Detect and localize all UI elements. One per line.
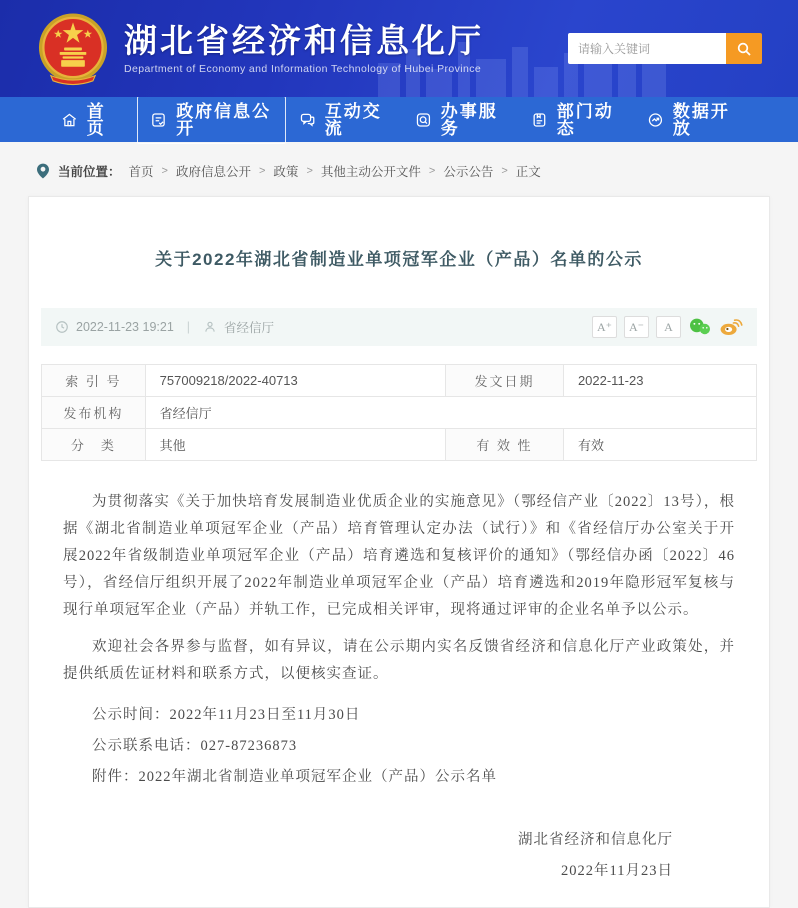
national-emblem-logo bbox=[36, 10, 110, 88]
breadcrumb-prefix: 当前位置： bbox=[58, 165, 121, 179]
index-number-label: 索 引 号 bbox=[42, 365, 146, 397]
publicity-period-line: 公示时间：2022年11月23日至11月30日 bbox=[92, 707, 361, 723]
search-icon bbox=[736, 41, 752, 57]
site-title: 湖北省经济和信息化厅 bbox=[124, 21, 484, 59]
signature-block bbox=[63, 825, 735, 887]
search-input[interactable] bbox=[568, 33, 726, 64]
breadcrumb-gov-info[interactable]: 政府信息公开 bbox=[175, 165, 251, 179]
font-size-decrease-button[interactable]: A⁻ bbox=[624, 316, 649, 338]
breadcrumb-current: 正文 bbox=[515, 165, 541, 179]
bulletin-icon bbox=[531, 110, 548, 130]
nav-item-interaction[interactable]: 互动交流 bbox=[286, 96, 402, 144]
breadcrumb-other-docs[interactable]: 其他主动公开文件 bbox=[320, 165, 421, 179]
breadcrumb-policy[interactable]: 政策 bbox=[273, 165, 299, 179]
index-number-value: 757009218/2022-40713 bbox=[145, 365, 445, 397]
article-body bbox=[41, 461, 757, 887]
font-size-increase-button[interactable]: A⁺ bbox=[592, 316, 617, 338]
validity-label: 有 效 性 bbox=[445, 429, 563, 461]
article-card bbox=[28, 196, 770, 908]
category-label: 分 类 bbox=[42, 429, 146, 461]
site-header bbox=[0, 0, 798, 97]
service-search-icon bbox=[415, 110, 432, 130]
contact-phone-line: 公示联系电话：027-87236873 bbox=[92, 738, 298, 754]
article-meta-bar: 2022-11-23 19:21 | 省经信厅 A⁺ A⁻ A bbox=[41, 308, 757, 346]
chat-icon bbox=[299, 110, 316, 130]
search-button[interactable] bbox=[726, 33, 762, 64]
nav-item-home[interactable]: 首 页 bbox=[48, 96, 137, 144]
breadcrumb-home[interactable]: 首页 bbox=[128, 165, 154, 179]
table-row bbox=[42, 429, 757, 461]
source-org-icon bbox=[203, 320, 217, 334]
breadcrumb: 当前位置： 首页 > 政府信息公开 > 政策 > 其他主动公开文件 > 公示公告 > 正文 bbox=[0, 142, 798, 192]
issue-date-label: 发文日期 bbox=[445, 365, 563, 397]
publisher-label: 发布机构 bbox=[42, 397, 146, 429]
nav-item-services[interactable]: 办事服务 bbox=[402, 96, 518, 144]
site-subtitle: Department of Economy and Information Technology of Hubei Province bbox=[124, 63, 482, 76]
nav-item-dept-news[interactable]: 部门动态 bbox=[518, 96, 634, 144]
site-search bbox=[568, 33, 762, 64]
document-info-table bbox=[41, 364, 757, 461]
publisher-value: 省经信厅 bbox=[145, 397, 756, 429]
article-source: 省经信厅 bbox=[224, 321, 275, 335]
nav-item-gov-info[interactable]: 政府信息公开 bbox=[137, 96, 286, 144]
table-row bbox=[42, 365, 757, 397]
issue-date-value: 2022-11-23 bbox=[563, 365, 756, 397]
article-title: 关于2022年湖北省制造业单项冠军企业（产品）名单的公示 bbox=[155, 250, 643, 269]
location-pin-icon bbox=[36, 163, 50, 179]
attachment-line[interactable]: 附件：2022年湖北省制造业单项冠军企业（产品）公示名单 bbox=[92, 769, 497, 785]
nav-item-open-data[interactable]: 数据开放 bbox=[634, 96, 750, 144]
signature-org: 湖北省经济和信息化厅 bbox=[518, 832, 673, 848]
clock-icon bbox=[55, 320, 69, 334]
validity-value: 有效 bbox=[563, 429, 756, 461]
font-size-reset-button[interactable]: A bbox=[656, 316, 681, 338]
breadcrumb-announcements[interactable]: 公示公告 bbox=[443, 165, 494, 179]
signature-date: 2022年11月23日 bbox=[561, 863, 673, 879]
publish-datetime: 2022-11-23 19:21 bbox=[76, 320, 174, 334]
weibo-share-icon[interactable] bbox=[719, 317, 743, 337]
paragraph-main: 为贯彻落实《关于加快培育发展制造业优质企业的实施意见》（鄂经信产业〔2022〕13号），根据《湖北省制造业单项冠军企业（产品）培育管理认定办法（试行）》和《省经信厅办公室关于开展2022年省级制造业单项冠军企业（产品）培育遴选和复核评价的通知》（鄂经信办函〔2022〕46号），省经信厅组织开展了2022年制造业单项冠军企业（产品）培育遴选和2019年隐形冠军复核与现行单项冠军企业（产品）并轨工作，已完成相关评审，现将通过评审的企业名单予以公示。 bbox=[63, 494, 735, 618]
table-row bbox=[42, 397, 757, 429]
paragraph-supervision: 欢迎社会各界参与监督，如有异议，请在公示期内实名反馈省经济和信息化厅产业政策处，并提供纸质佐证材料和联系方式，以便核实查证。 bbox=[63, 639, 735, 682]
wechat-share-icon[interactable] bbox=[688, 317, 712, 337]
home-icon bbox=[61, 110, 78, 130]
category-value: 其他 bbox=[145, 429, 445, 461]
data-open-icon bbox=[647, 110, 664, 130]
document-icon bbox=[150, 110, 167, 130]
main-navigation bbox=[0, 97, 798, 142]
